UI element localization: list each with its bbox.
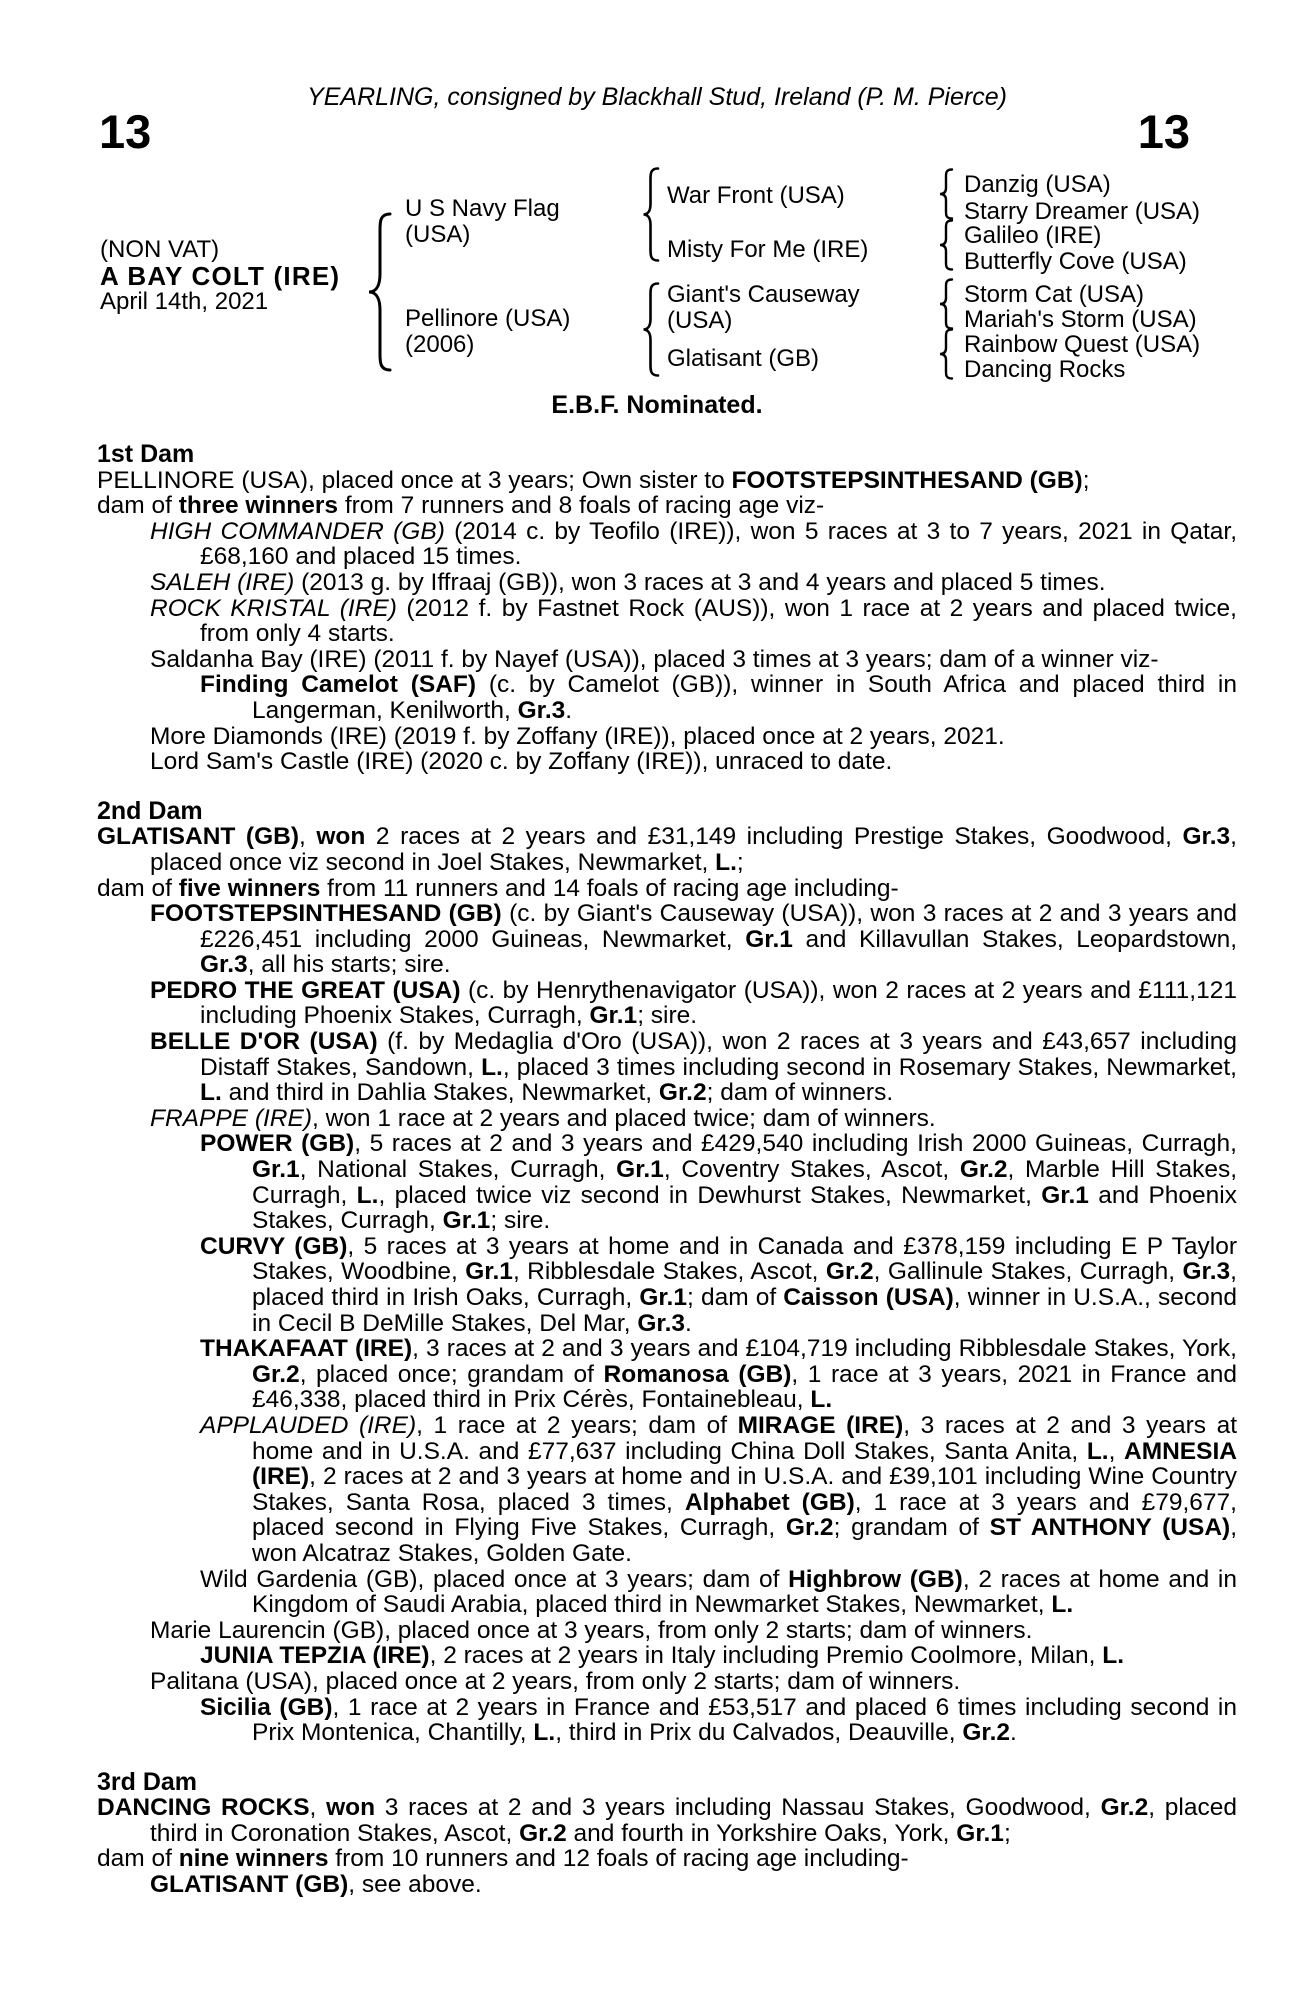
pedigree-paragraph: Finding Camelot (SAF) (c. by Camelot (GB)), winner in South Africa and placed third in Langerman, Kenilworth, Gr.3. <box>200 671 1237 724</box>
pedigree-paragraph: FOOTSTEPSINTHESAND (GB) (c. by Giant's Causeway (USA)), won 3 races at 2 and 3 years and £226,451 including 2000 Guineas, Newmarket, Gr.1 and Killavullan Stakes, Leopardstown, Gr.3, all his starts; sire. <box>150 900 1238 979</box>
gen3-name: Galileo (IRE) <box>964 222 1102 249</box>
pedigree-paragraph: Wild Gardenia (GB), placed once at 3 years; dam of Highbrow (GB), 2 races at home and in Kingdom of Saudi Arabia, placed third in Newmarket Stakes, Newmarket, L. <box>200 1565 1237 1619</box>
dam-heading: 3rd Dam <box>97 1767 198 1796</box>
pedigree-paragraph: HIGH COMMANDER (GB) (2014 c. by Teofilo (IRE)), won 5 races at 3 to 7 years, 2021 in Qatar, £68,160 and placed 15 times. <box>150 517 1237 571</box>
pedigree-brace-dam <box>642 282 660 377</box>
dam-heading: 1st Dam <box>97 440 195 468</box>
gen3-name: Mariah's Storm (USA) <box>964 306 1197 333</box>
pedigree-paragraph: PEDRO THE GREAT (USA) (c. by Henrythenavigator (USA)), won 2 races at 2 years and £111,121 including Phoenix Stakes, Curragh, Gr.1; sire. <box>150 976 1237 1030</box>
dam-dam-name: Glatisant (GB) <box>667 345 820 372</box>
subject-horse-block <box>100 237 340 315</box>
gen3-name: Starry Dreamer (USA) <box>964 198 1201 225</box>
consignor-line: YEARLING, consigned by Blackhall Stud, Ireland (P. M. Pierce) <box>307 83 1007 111</box>
gen3-name: Danzig (USA) <box>964 171 1111 198</box>
gen3-name: Storm Cat (USA) <box>964 281 1145 308</box>
pedigree-paragraph: Palitana (USA), placed once at 2 years, from only 2 starts; dam of winners. <box>150 1667 961 1695</box>
sire-dam-name: Misty For Me (IRE) <box>667 236 869 263</box>
pedigree-brace-gen3-1 <box>938 168 954 220</box>
pedigree-paragraph: GLATISANT (GB), see above. <box>150 1871 482 1899</box>
dam-sections <box>97 442 1237 1898</box>
lot-number-left: 13 <box>99 105 152 158</box>
foaling-date: April 14th, 2021 <box>100 288 269 315</box>
pedigree-paragraph: APPLAUDED (IRE), 1 race at 2 years; dam of MIRAGE (IRE), 3 races at 2 and 3 years at home and in U.S.A. and £77,637 including China Doll Stakes, Santa Anita, L., AMNESIA (IRE), 2 races at 2 and 3 years at home and in U.S.A. and £39,101 including Wine Country Stakes, Santa Rosa, placed 3 times, Alphabet (GB), 1 race at 3 years and £79,677, placed second in Flying Five Stakes, Curragh, Gr.2; grandam of ST ANTHONY (USA), won Alcatraz Stakes, Golden Gate. <box>200 1411 1238 1567</box>
dam-name: Pellinore (USA) (2006) <box>405 305 571 358</box>
pedigree-brace-sire <box>642 167 660 262</box>
gen3-name: Rainbow Quest (USA) <box>964 331 1201 358</box>
pedigree-paragraph: More Diamonds (IRE) (2019 f. by Zoffany (IRE)), placed once at 2 years, 2021. <box>150 722 1005 750</box>
pedigree-paragraph: SALEH (IRE) (2013 g. by Iffraaj (GB)), won 3 races at 3 and 4 years and placed 5 times. <box>150 568 1106 596</box>
pedigree-paragraph: dam of nine winners from 10 runners and 12 foals of racing age including- <box>97 1845 909 1873</box>
dam-heading: 2nd Dam <box>97 796 203 825</box>
dam-section <box>97 796 1238 1747</box>
dam-section <box>97 1767 1237 1899</box>
pedigree-paragraph: ROCK KRISTAL (IRE) (2012 f. by Fastnet Rock (AUS)), won 1 race at 2 years and placed twice, from only 4 starts. <box>150 594 1237 648</box>
pedigree-brace-gen1 <box>366 212 392 372</box>
pedigree-brace-gen3-2 <box>938 219 954 271</box>
pedigree-paragraph: BELLE D'OR (USA) (f. by Medaglia d'Oro (USA)), won 2 races at 3 years and £43,657 including Distaff Stakes, Sandown, L., placed 3 times including second in Rosemary Stakes, Newmarket, L. and third in Dahlia Stakes, Newmarket, Gr.2; dam of winners. <box>150 1028 1237 1107</box>
sire-sire-name: War Front (USA) <box>667 182 845 209</box>
lot-number-right: 13 <box>1137 105 1190 158</box>
pedigree-paragraph: DANCING ROCKS, won 3 races at 2 and 3 years including Nassau Stakes, Goodwood, Gr.2, placed third in Coronation Stakes, Ascot, Gr.2 and fourth in Yorkshire Oaks, York, Gr.1; <box>97 1794 1237 1847</box>
pedigree-paragraph: FRAPPE (IRE), won 1 race at 2 years and placed twice; dam of winners. <box>150 1104 936 1132</box>
ebf-note: E.B.F. Nominated. <box>551 391 763 419</box>
pedigree-paragraph: JUNIA TEPZIA (IRE), 2 races at 2 years in Italy including Premio Coolmore, Milan, L. <box>200 1642 1125 1670</box>
pedigree-table <box>0 144 1314 392</box>
pedigree-paragraph: POWER (GB), 5 races at 2 and 3 years and £429,540 including Irish 2000 Guineas, Curragh, Gr.1, National Stakes, Curragh, Gr.1, Coventry Stakes, Ascot, Gr.2, Marble Hill Stakes, Curragh, L., placed twice viz second in Dewhurst Stakes, Newmarket, Gr.1 and Phoenix Stakes, Curragh, Gr.1; sire. <box>200 1130 1237 1235</box>
pedigree-paragraph: PELLINORE (USA), placed once at 3 years; Own sister to FOOTSTEPSINTHESAND (GB); <box>97 466 1090 494</box>
dam-section <box>97 442 1237 775</box>
horse-name: A BAY COLT (IRE) <box>100 261 341 291</box>
pedigree-paragraph: dam of three winners from 7 runners and 8 foals of racing age viz- <box>97 492 825 520</box>
pedigree-brace-gen3-3 <box>938 278 954 330</box>
vat-status: (NON VAT) <box>100 236 220 263</box>
gen3-name: Butterfly Cove (USA) <box>964 248 1187 275</box>
pedigree-paragraph: THAKAFAAT (IRE), 3 races at 2 and 3 years and £104,719 including Ribblesdale Stakes, York, Gr.2, placed once; grandam of Romanosa (GB), 1 race at 3 years, 2021 in France and £46,338, placed third in Prix Cérès, Fontainebleau, L. <box>200 1335 1237 1414</box>
sire-name: U S Navy Flag (USA) <box>405 195 560 248</box>
pedigree-paragraph: GLATISANT (GB), won 2 races at 2 years and £31,149 including Prestige Stakes, Goodwood, Gr.3, placed once viz second in Joel Stakes, Newmarket, L.; <box>97 823 1237 876</box>
gen3-name: Dancing Rocks <box>964 356 1126 383</box>
pedigree-paragraph: Marie Laurencin (GB), placed once at 3 years, from only 2 starts; dam of winners. <box>150 1616 1033 1644</box>
pedigree-paragraph: Lord Sam's Castle (IRE) (2020 c. by Zoffany (IRE)), unraced to date. <box>150 748 893 776</box>
pedigree-brace-gen3-4 <box>938 328 954 380</box>
pedigree-paragraph: Saldanha Bay (IRE) (2011 f. by Nayef (USA)), placed 3 times at 3 years; dam of a winner viz- <box>150 645 1159 673</box>
pedigree-paragraph: CURVY (GB), 5 races at 3 years at home and in Canada and £378,159 including E P Taylor Stakes, Woodbine, Gr.1, Ribblesdale Stakes, Ascot, Gr.2, Gallinule Stakes, Curragh, Gr.3, placed third in Irish Oaks, Curragh, Gr.1; dam of Caisson (USA), winner in U.S.A., second in Cecil B DeMille Stakes, Del Mar, Gr.3. <box>200 1232 1237 1337</box>
dam-sire-name: Giant's Causeway (USA) <box>667 281 860 334</box>
pedigree-paragraph: dam of five winners from 11 runners and 14 foals of racing age including- <box>97 874 899 902</box>
pedigree-paragraph: Sicilia (GB), 1 race at 2 years in France and £53,517 and placed 6 times including second in Prix Montenica, Chantilly, L., third in Prix du Calvados, Deauville, Gr.2. <box>200 1693 1237 1747</box>
